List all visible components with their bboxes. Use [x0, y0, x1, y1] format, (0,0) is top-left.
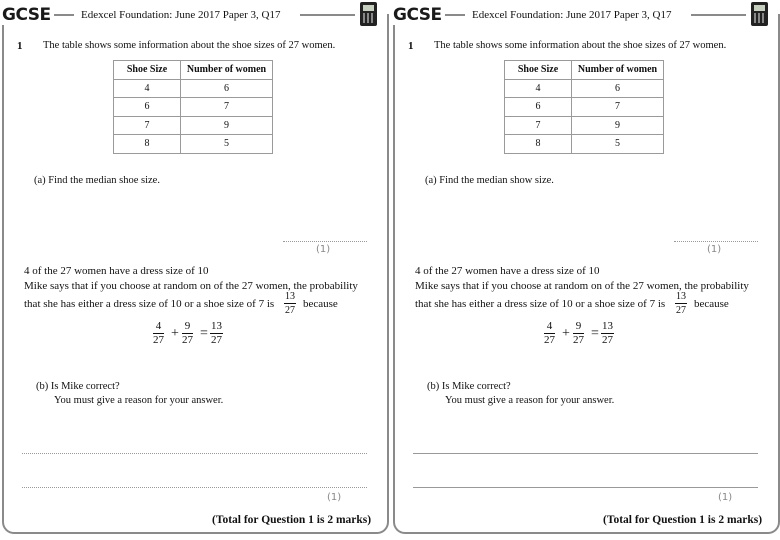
fraction-a: $\frac{4}{27}$	[544, 320, 555, 346]
table-cell: 7	[572, 98, 664, 117]
table-row	[505, 98, 664, 117]
table-cell: 5	[181, 135, 273, 154]
equals-sign: =	[591, 326, 599, 341]
info-line-3: that she has either a dress size of 10 or a shoe size of 7 is	[415, 298, 666, 310]
probability-fraction: $\frac{13}{27}$	[285, 291, 295, 316]
part-b-instruction: You must give a reason for your answer.	[445, 395, 615, 406]
table-header-row	[505, 61, 664, 80]
column-header: Shoe Size	[505, 61, 572, 80]
table-header-row	[114, 61, 273, 80]
table-cell: 9	[181, 116, 273, 135]
calculator-icon	[360, 2, 377, 26]
column-header: Number of women	[572, 61, 664, 80]
worksheet-page-left	[0, 0, 389, 540]
header-title: Edexcel Foundation: June 2017 Paper 3, Q17	[81, 9, 281, 21]
part-b-instruction: You must give a reason for your answer.	[54, 395, 224, 406]
calculator-icon	[751, 2, 768, 26]
question-number: 1	[17, 40, 23, 52]
info-line-1: 4 of the 27 women have a dress size of 10	[24, 265, 209, 277]
mark-b: (1)	[327, 492, 342, 503]
table-cell: 5	[572, 135, 664, 154]
shoe-size-table	[504, 60, 664, 154]
mark-a: (1)	[316, 244, 331, 255]
table-row	[505, 116, 664, 135]
table-cell: 6	[572, 79, 664, 98]
part-b-question: (b) Is Mike correct?	[36, 381, 120, 392]
header-rule	[691, 14, 746, 16]
question-intro: The table shows some information about the shoe sizes of 27 women.	[434, 40, 727, 51]
shoe-size-table	[113, 60, 273, 154]
plus-sign: +	[562, 326, 570, 341]
table-cell: 7	[114, 116, 181, 135]
table-cell: 6	[181, 79, 273, 98]
table-cell: 4	[505, 79, 572, 98]
table-row	[505, 79, 664, 98]
table-cell: 6	[114, 98, 181, 117]
question-number: 1	[408, 40, 414, 52]
info-tail: because	[694, 298, 729, 310]
fraction-b: $\frac{9}{27}$	[573, 320, 584, 346]
part-a-question: (a) Find the median show size.	[425, 175, 554, 186]
question-intro: The table shows some information about the shoe sizes of 27 women.	[43, 40, 336, 51]
table-cell: 4	[114, 79, 181, 98]
answer-line-b2[interactable]	[413, 487, 758, 488]
answer-line-b2[interactable]	[22, 487, 367, 488]
gcse-logo: GCSE	[393, 5, 445, 25]
fraction-c: $\frac{13}{27}$	[602, 320, 613, 346]
probability-fraction: $\frac{13}{27}$	[676, 291, 686, 316]
mark-b: (1)	[718, 492, 733, 503]
worksheet-page-right	[391, 0, 780, 540]
header-rule	[443, 14, 465, 16]
column-header: Shoe Size	[114, 61, 181, 80]
table-row	[114, 98, 273, 117]
header-title: Edexcel Foundation: June 2017 Paper 3, Q17	[472, 9, 672, 21]
fraction-a: $\frac{4}{27}$	[153, 320, 164, 346]
fraction-c: $\frac{13}{27}$	[211, 320, 222, 346]
equals-sign: =	[200, 326, 208, 341]
table-cell: 8	[114, 135, 181, 154]
table-row	[114, 135, 273, 154]
table-cell: 6	[505, 98, 572, 117]
info-line-2: Mike says that if you choose at random on of the 27 women, the probability	[415, 280, 749, 292]
info-line-2: Mike says that if you choose at random on of the 27 women, the probability	[24, 280, 358, 292]
header-rule	[300, 14, 355, 16]
table-cell: 9	[572, 116, 664, 135]
part-b-question: (b) Is Mike correct?	[427, 381, 511, 392]
question-total: (Total for Question 1 is 2 marks)	[212, 514, 372, 526]
table-cell: 8	[505, 135, 572, 154]
answer-line-a[interactable]	[674, 241, 758, 242]
table-row	[114, 79, 273, 98]
info-line-1: 4 of the 27 women have a dress size of 10	[415, 265, 600, 277]
answer-line-a[interactable]	[283, 241, 367, 242]
info-line-3: that she has either a dress size of 10 or a shoe size of 7 is	[24, 298, 275, 310]
table-cell: 7	[505, 116, 572, 135]
answer-line-b1[interactable]	[413, 453, 758, 454]
table-cell: 7	[181, 98, 273, 117]
mark-a: (1)	[707, 244, 722, 255]
table-row	[114, 116, 273, 135]
question-total: (Total for Question 1 is 2 marks)	[603, 514, 763, 526]
column-header: Number of women	[181, 61, 273, 80]
part-a-question: (a) Find the median shoe size.	[34, 175, 160, 186]
table-row	[505, 135, 664, 154]
answer-line-b1[interactable]	[22, 453, 367, 454]
gcse-logo: GCSE	[2, 5, 54, 25]
info-tail: because	[303, 298, 338, 310]
plus-sign: +	[171, 326, 179, 341]
header-rule	[52, 14, 74, 16]
fraction-b: $\frac{9}{27}$	[182, 320, 193, 346]
